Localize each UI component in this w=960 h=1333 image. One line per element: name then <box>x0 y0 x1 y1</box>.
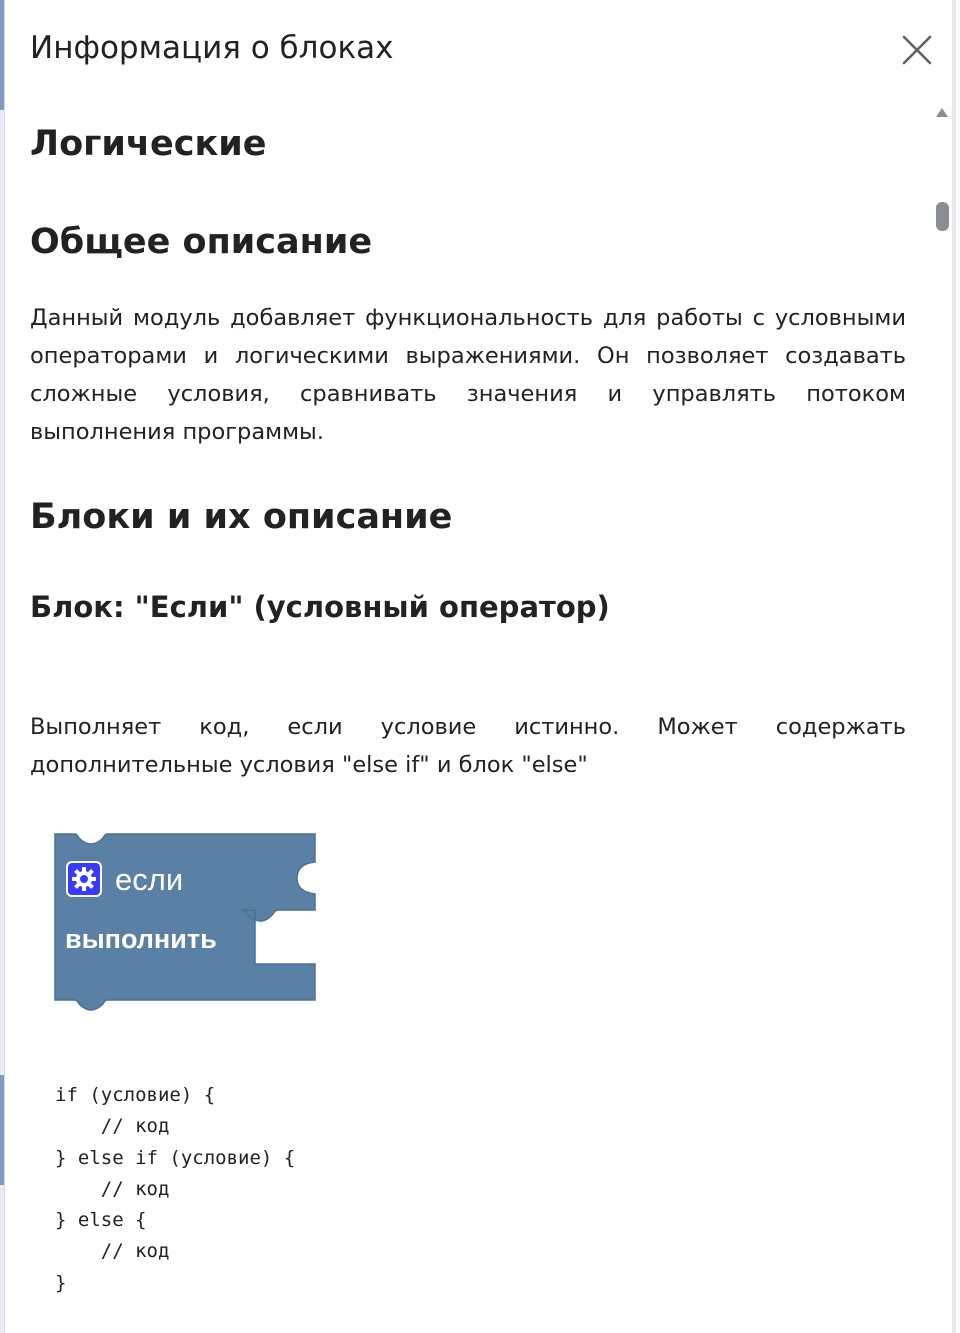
scroll-up-arrow-icon[interactable] <box>936 108 948 117</box>
if-block-image <box>51 830 321 1025</box>
dialog-header <box>5 0 955 100</box>
overview-text: Данный модуль добавляет функциональность для работы с условными операторами и логическими выражениями. Он позволяет создавать сложные условия, сравнивать значения и управлять потоком выполнения программы. <box>30 305 906 445</box>
block-if-title: Блок: "Если" (условный оператор) <box>30 590 610 624</box>
block-info-dialog <box>4 0 956 1333</box>
block-if-description: Выполняет код, если условие истинно. Может содержать дополнительные условия "else if" и блок "else" <box>30 714 906 778</box>
scrollbar-thumb[interactable] <box>936 202 949 231</box>
close-icon <box>897 30 937 70</box>
dialog-right-edge <box>952 0 956 1333</box>
code-example: if (условие) { // код } else if (условие) { // код } else { // код } <box>55 1084 296 1294</box>
blocks-section-title: Блоки и их описание <box>30 497 453 537</box>
close-button[interactable] <box>897 30 937 70</box>
if-block-label: если <box>115 862 184 897</box>
overview-title: Общее описание <box>30 222 373 262</box>
gear-icon <box>72 867 96 891</box>
if-block-shape <box>51 830 321 1025</box>
do-block-label: выполнить <box>65 924 217 954</box>
category-title: Логические <box>30 124 267 164</box>
vertical-scrollbar[interactable] <box>930 104 954 1333</box>
dialog-title: Информация о блоках <box>30 30 394 66</box>
